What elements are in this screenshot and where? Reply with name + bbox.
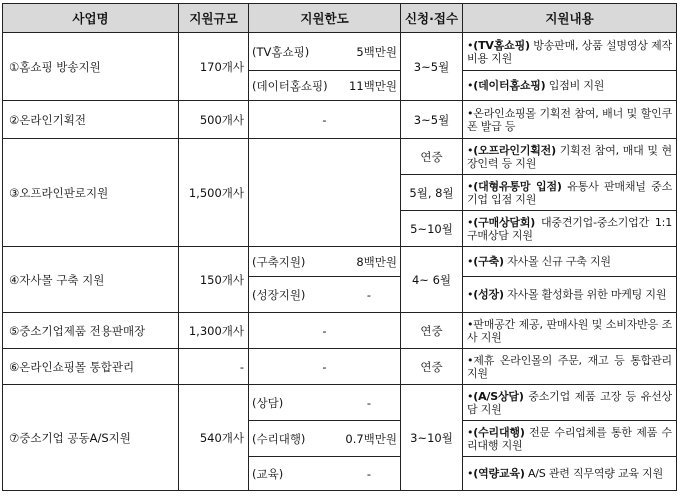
program-limit [249, 457, 401, 491]
program-name: ⑤중소기업제품 전용판매장 [3, 313, 179, 349]
program-name: ②온라인기획전 [3, 101, 179, 139]
table-row [3, 101, 677, 139]
program-period: 4~ 6월 [401, 247, 463, 313]
content-text: 유통사 판매채널 중소기업 입점 지원 [467, 179, 672, 206]
limit-label: (성장지원) [252, 287, 306, 302]
program-scale: 1,500개사 [179, 139, 249, 247]
program-period: 3~5월 [401, 101, 463, 139]
header-scale: 지원규모 [179, 4, 249, 33]
limit-label: (구축지원) [252, 254, 306, 269]
content-label: (성장) [473, 288, 504, 301]
content-text: 입점비 지원 [545, 79, 605, 92]
limit-value: 8백만원 [356, 254, 397, 269]
program-limit: - [249, 313, 401, 349]
content-text: 대중견기업-중소기업간 1:1 구매상담 지원 [467, 215, 672, 242]
support-programs-table [2, 3, 677, 491]
program-period: 연중 [401, 313, 463, 349]
content-text: 방송판매, 상품 설명영상 제작 비용 지원 [467, 38, 672, 65]
content-label: (역량교육) [473, 467, 525, 480]
content-label: (대형유통망 입점) [473, 179, 562, 193]
content-text: 자사몰 신규 구축 지원 [503, 255, 611, 268]
content-label: (수리대행) [473, 425, 525, 439]
limit-value: 11백만원 [349, 78, 397, 93]
program-content: •(오프라인기획전) 기획전 참여, 매대 및 현장인력 등 지원 [463, 139, 677, 175]
header-content: 지원내용 [463, 4, 677, 33]
content-label: (데이터홈쇼핑) [473, 79, 546, 92]
program-content: •(대형유통망 입점) 유통사 판매채널 중소기업 입점 지원 [463, 175, 677, 211]
content-text: 판매공간 제공, 판매사원 및 소비자반응 조사 지원 [467, 317, 672, 344]
table-row [3, 385, 677, 421]
program-content: •(수리대행) 전문 수리업체를 통한 제품 수리대행 지원 [463, 421, 677, 457]
program-period: 연중 [401, 349, 463, 385]
table-row [3, 349, 677, 385]
limit-label: (교육) [252, 466, 284, 481]
program-scale: - [179, 349, 249, 385]
program-content: •(구축) 자사몰 신규 구축 지원 [463, 247, 677, 277]
program-limit [249, 33, 401, 71]
program-limit: - [249, 101, 401, 139]
program-period: 연중 [401, 139, 463, 175]
content-label: (구축) [473, 255, 504, 268]
program-period: 3~10월 [401, 385, 463, 491]
limit-label: (수리대행) [252, 431, 306, 446]
limit-value: 0.7백만원 [345, 431, 397, 446]
program-scale: 170개사 [179, 33, 249, 101]
program-scale: 150개사 [179, 247, 249, 313]
table-row [3, 247, 677, 277]
limit-value: - [366, 466, 371, 481]
limit-label: (상담) [252, 395, 284, 410]
table-row [3, 139, 677, 175]
limit-label: (데이터홈쇼핑) [252, 78, 328, 93]
program-name: ⑦중소기업 공동A/S지원 [3, 385, 179, 491]
program-limit [249, 139, 401, 247]
program-limit [249, 247, 401, 277]
program-period: 3~5월 [401, 33, 463, 101]
program-name: ⑥온라인쇼핑몰 통합관리 [3, 349, 179, 385]
program-limit [249, 277, 401, 313]
program-content: •판매공간 제공, 판매사원 및 소비자반응 조사 지원 [463, 313, 677, 349]
program-scale: 500개사 [179, 101, 249, 139]
header-name: 사업명 [3, 4, 179, 33]
content-label: (A/S상담) [473, 389, 524, 403]
content-text: A/S 관련 직무역량 교육 지원 [524, 467, 664, 480]
content-text: 자사몰 활성화를 위한 마케팅 지원 [503, 288, 667, 301]
content-text: 온라인쇼핑몰 기획전 참여, 배너 및 할인쿠폰 발급 등 [467, 106, 672, 133]
program-scale: 540개사 [179, 385, 249, 491]
program-content: •(A/S상담) 중소기업 제품 고장 등 유선상담 지원 [463, 385, 677, 421]
header-period: 신청·접수 [401, 4, 463, 33]
content-text: 제휴 온라인몰의 주문, 재고 등 통합관리 지원 [467, 353, 672, 380]
program-content: •(TV홈쇼핑) 방송판매, 상품 설명영상 제작 비용 지원 [463, 33, 677, 71]
limit-value: 5백만원 [356, 44, 397, 59]
limit-value: - [366, 395, 371, 410]
program-limit [249, 71, 401, 101]
table-row [3, 313, 677, 349]
program-content: •(역량교육) A/S 관련 직무역량 교육 지원 [463, 457, 677, 491]
program-limit: - [249, 349, 401, 385]
program-content: •제휴 온라인몰의 주문, 재고 등 통합관리 지원 [463, 349, 677, 385]
content-label: (오프라인기획전) [473, 143, 556, 157]
program-name: ④자사몰 구축 지원 [3, 247, 179, 313]
limit-value: - [366, 287, 371, 302]
program-content: •(성장) 자사몰 활성화를 위한 마케팅 지원 [463, 277, 677, 313]
program-limit [249, 385, 401, 421]
header-limit: 지원한도 [249, 4, 401, 33]
content-label: (구매상담회) [473, 215, 536, 229]
program-period: 5월, 8월 [401, 175, 463, 211]
program-limit [249, 421, 401, 457]
content-label: (TV홈쇼핑) [473, 38, 530, 52]
limit-label: (TV홈쇼핑) [252, 44, 310, 59]
program-content: •온라인쇼핑몰 기획전 참여, 배너 및 할인쿠폰 발급 등 [463, 101, 677, 139]
header-row [3, 4, 677, 33]
content-text: 중소기업 제품 고장 등 유선상담 지원 [467, 389, 672, 416]
program-period: 5~10월 [401, 211, 463, 247]
program-content: •(구매상담회) 대중견기업-중소기업간 1:1 구매상담 지원 [463, 211, 677, 247]
program-name: ①홈쇼핑 방송지원 [3, 33, 179, 101]
content-text: 전문 수리업체를 통한 제품 수리대행 지원 [467, 425, 672, 452]
program-scale: 1,300개사 [179, 313, 249, 349]
content-text: 기획전 참여, 매대 및 현장인력 등 지원 [467, 143, 672, 170]
program-content: •(데이터홈쇼핑) 입점비 지원 [463, 71, 677, 101]
program-name: ③오프라인판로지원 [3, 139, 179, 247]
table-row [3, 33, 677, 71]
